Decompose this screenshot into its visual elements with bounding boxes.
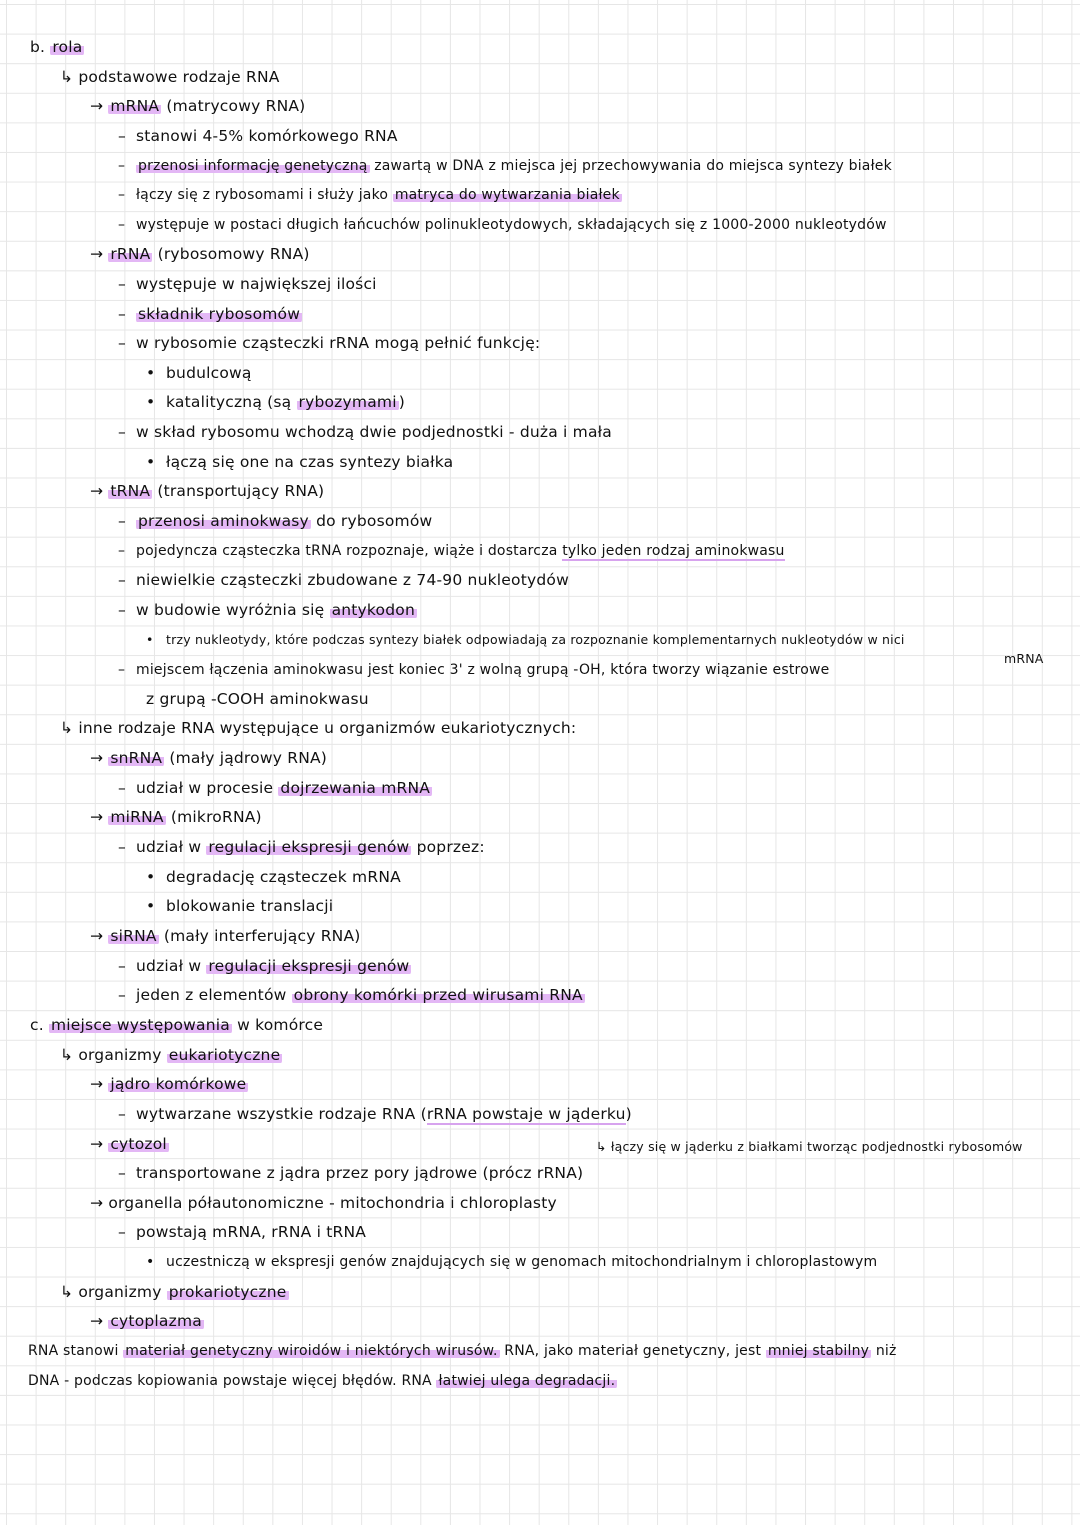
note-line: – przenosi aminokwasy do rybosomów bbox=[118, 512, 433, 530]
note-line-cytosol: → cytozol bbox=[90, 1135, 167, 1153]
note-line: – w skład rybosomu wchodzą dwie podjednostki - duża i mała bbox=[118, 423, 612, 441]
note-bullet: • trzy nukleotydy, które podczas syntezy białek odpowiadają za rozpoznanie komplementarnych nukleotydów w nici bbox=[146, 632, 905, 647]
note-line-eukaryotes: ↳ organizmy eukariotyczne bbox=[60, 1046, 281, 1064]
note-line: – w rybosomie cząsteczki rRNA mogą pełnić funkcję: bbox=[118, 334, 541, 352]
note-line: – w budowie wyróżnia się antykodon bbox=[118, 601, 415, 619]
section-c-title: miejsce występowania bbox=[51, 1016, 230, 1034]
note-annotation-ribosome-subunits: ↳ łączy się w jąderku z białkami tworząc podjednostki rybosomów bbox=[596, 1139, 1023, 1154]
note-line-trna: → tRNA (transportujący RNA) bbox=[90, 482, 325, 500]
note-line-snrna: → snRNA (mały jądrowy RNA) bbox=[90, 749, 328, 767]
note-line-continuation: z grupą -COOH aminokwasu bbox=[146, 690, 369, 708]
note-line: – wytwarzane wszystkie rodzaje RNA (rRNA powstaje w jąderku) bbox=[118, 1105, 632, 1123]
note-line: – powstają mRNA, rRNA i tRNA bbox=[118, 1223, 367, 1241]
note-line: – udział w regulacji ekspresji genów poprzez: bbox=[118, 838, 485, 856]
note-line: – łączy się z rybosomami i służy jako matryca do wytwarzania białek bbox=[118, 187, 620, 203]
note-line-wrap: mRNA bbox=[1004, 651, 1044, 666]
section-b-heading: b. rola bbox=[30, 38, 83, 56]
note-bullet: • uczestniczą w ekspresji genów znajdujących się w genomach mitochondrialnym i chloroplastowym bbox=[146, 1254, 878, 1270]
note-line-nucleus: → jądro komórkowe bbox=[90, 1075, 247, 1093]
note-line: – udział w regulacji ekspresji genów bbox=[118, 957, 410, 975]
note-line-prokaryotes: ↳ organizmy prokariotyczne bbox=[60, 1283, 287, 1301]
summary-line-1: RNA stanowi materiał genetyczny wiroidów i niektórych wirusów. RNA, jako materiał genetyczny, jest mniej stabilny niż bbox=[28, 1343, 897, 1359]
note-bullet: • katalityczną (są rybozymami ) bbox=[146, 393, 405, 411]
note-bullet: • łączą się one na czas syntezy białka bbox=[146, 453, 454, 471]
note-line-rrna: → rRNA (rybosomowy RNA) bbox=[90, 245, 310, 263]
note-line: – transportowane z jądra przez pory jądrowe (prócz rRNA) bbox=[118, 1164, 584, 1182]
note-bullet: • degradację cząsteczek mRNA bbox=[146, 868, 401, 886]
note-bullet: • blokowanie translacji bbox=[146, 897, 334, 915]
note-line: – niewielkie cząsteczki zbudowane z 74-90 nukleotydów bbox=[118, 571, 569, 589]
note-line-cytoplasm: → cytoplazma bbox=[90, 1312, 202, 1330]
section-b-title: rola bbox=[52, 38, 83, 56]
note-line: – składnik rybosomów bbox=[118, 305, 301, 323]
note-line: – jeden z elementów obrony komórki przed wirusami RNA bbox=[118, 986, 583, 1004]
note-line-organelles: → organella półautonomiczne - mitochondria i chloroplasty bbox=[90, 1194, 557, 1212]
note-line: – pojedyncza cząsteczka tRNA rozpoznaje, wiąże i dostarcza tylko jeden rodzaj aminokwasu bbox=[118, 543, 785, 559]
note-line-basic-rna-types: ↳ podstawowe rodzaje RNA bbox=[60, 68, 280, 86]
summary-line-2: DNA - podczas kopiowania powstaje więcej błędów. RNA łatwiej ulega degradacji. bbox=[28, 1373, 616, 1389]
note-line-sirna: → siRNA (mały interferujący RNA) bbox=[90, 927, 361, 945]
note-line: – miejscem łączenia aminokwasu jest koniec 3' z wolną grupą -OH, która tworzy wiązanie estrowe bbox=[118, 662, 830, 678]
note-line: – występuje w postaci długich łańcuchów polinukleotydowych, składających się z 1000-2000 nukleotydów bbox=[118, 217, 887, 233]
note-line: – przenosi informację genetyczną zawartą w DNA z miejsca jej przechowywania do miejsca syntezy białek bbox=[118, 158, 892, 174]
note-line: – udział w procesie dojrzewania mRNA bbox=[118, 779, 431, 797]
note-line-other-rna-types: ↳ inne rodzaje RNA występujące u organizmów eukariotycznych: bbox=[60, 719, 577, 737]
note-line-mirna: → miRNA (mikroRNA) bbox=[90, 808, 262, 826]
note-line: – stanowi 4-5% komórkowego RNA bbox=[118, 127, 398, 145]
section-c-heading: c. miejsce występowania w komórce bbox=[30, 1016, 324, 1034]
note-bullet: • budulcową bbox=[146, 364, 252, 382]
note-line-mrna: → mRNA (matrycowy RNA) bbox=[90, 97, 306, 115]
note-line: – występuje w największej ilości bbox=[118, 275, 377, 293]
